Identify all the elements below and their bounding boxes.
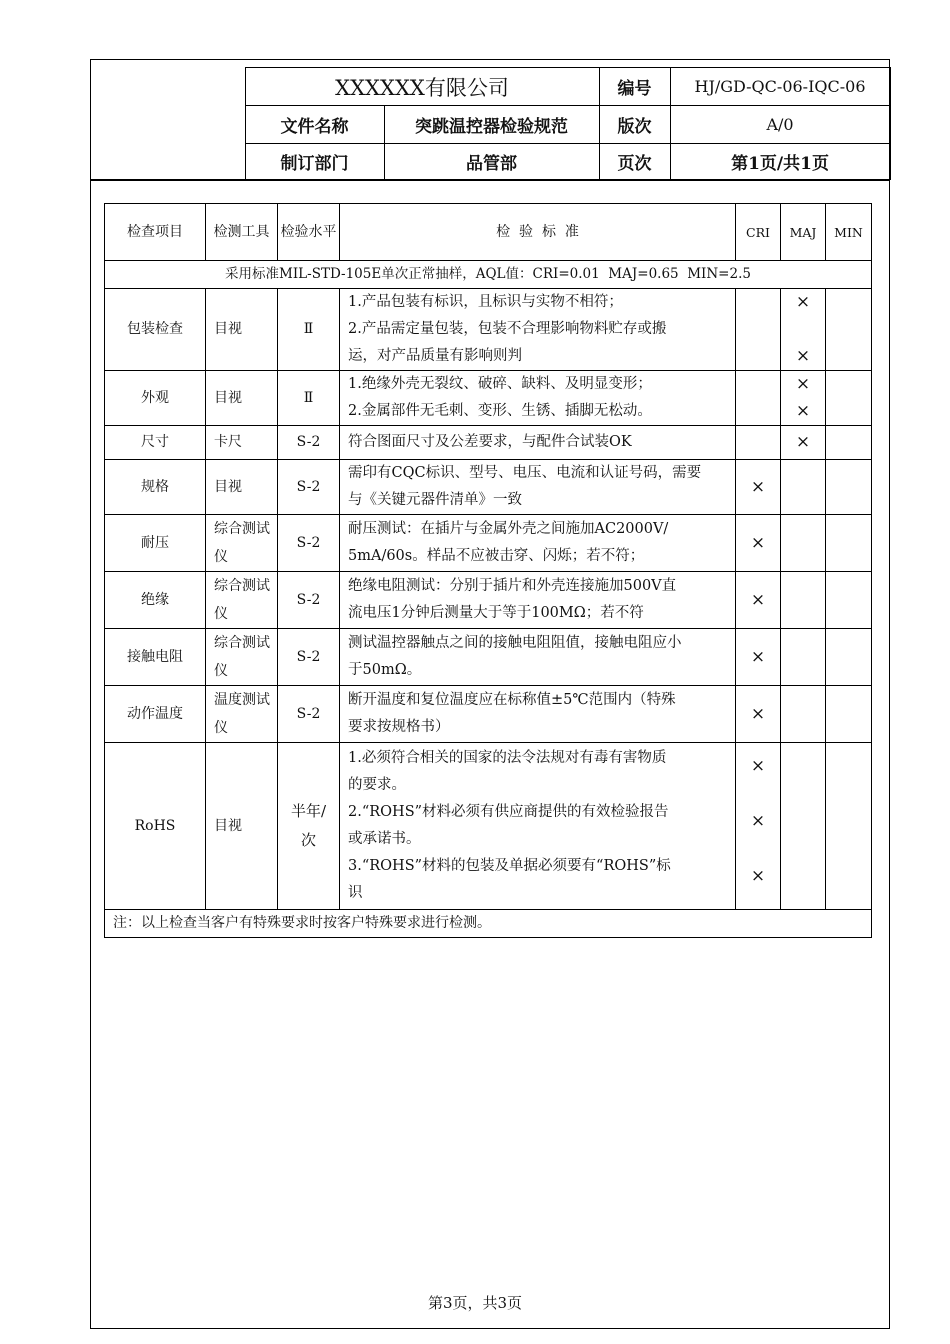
- page-value: 第1页/共1页: [670, 144, 890, 180]
- row-standard: [340, 686, 736, 743]
- row-tool: 目视: [206, 371, 278, 426]
- row-standard: [340, 515, 736, 572]
- defect-mark: ×: [750, 866, 766, 886]
- standard-line: 3.“ROHS”材料的包装及单据必须要有“ROHS”标: [348, 858, 671, 874]
- table-row: [105, 460, 872, 515]
- defect-mark: ×: [795, 292, 811, 312]
- row-level: S-2: [278, 686, 340, 743]
- table-note: 注：以上检查当客户有特殊要求时按客户特殊要求进行检测。: [105, 910, 872, 938]
- defect-mark: ×: [750, 703, 766, 724]
- code-label: 编号: [599, 68, 670, 106]
- row-item: 规格: [105, 460, 206, 515]
- row-maj: [781, 629, 826, 686]
- row-cri: [736, 572, 781, 629]
- row-tool: 综合测试仪: [206, 629, 278, 686]
- standard-line: 识: [348, 885, 363, 901]
- row-min: [826, 515, 872, 572]
- table-header-row: [105, 204, 872, 261]
- standard-line: 的要求。: [348, 777, 406, 793]
- standard-line: 耐压测试：在插片与金属外壳之间施加AC2000V/: [348, 521, 669, 537]
- row-tool: 卡尺: [206, 426, 278, 460]
- standard-line: 运，对产品质量有影响则判: [348, 348, 522, 364]
- row-maj: [781, 743, 826, 910]
- version-value: A/0: [670, 106, 890, 144]
- row-cri: [736, 686, 781, 743]
- standard-line: 断开温度和复位温度应在标称值±5℃范围内（特殊: [348, 692, 676, 708]
- table-row: [105, 572, 872, 629]
- standard-line: 1.必须符合相关的国家的法令法规对有毒有害物质: [348, 750, 667, 766]
- row-item: 包装检查: [105, 289, 206, 371]
- col-header-standard: 检 验 标 准: [340, 204, 736, 261]
- row-item: 接触电阻: [105, 629, 206, 686]
- row-maj: [781, 572, 826, 629]
- row-tool: 温度测试仪: [206, 686, 278, 743]
- header-blank-cell: [90, 68, 245, 180]
- row-cri: [736, 371, 781, 426]
- defect-mark: ×: [795, 432, 811, 452]
- row-level: S-2: [278, 629, 340, 686]
- row-level: S-2: [278, 460, 340, 515]
- dept-value: 品管部: [384, 144, 599, 180]
- row-item: 外观: [105, 371, 206, 426]
- standard-line: 2.金属部件无毛刺、变形、生锈、插脚无松动。: [348, 403, 652, 419]
- row-standard: [340, 289, 736, 371]
- standard-line: 测试温控器触点之间的接触电阻阻值，接触电阻应小: [348, 635, 682, 651]
- row-standard: [340, 371, 736, 426]
- standard-line: 符合图面尺寸及公差要求，与配件合试装OK: [348, 434, 632, 450]
- aql-note: 采用标准MIL-STD-105E单次正常抽样，AQL值：CRI=0.01 MAJ=0.65 MIN=2.5: [105, 261, 872, 289]
- version-label: 版次: [599, 106, 670, 144]
- row-level: Ⅱ: [278, 371, 340, 426]
- col-header-maj: MAJ: [781, 204, 826, 261]
- row-maj: [781, 289, 826, 371]
- row-min: [826, 686, 872, 743]
- inspection-table: [104, 203, 872, 938]
- standard-line: 或承诺书。: [348, 831, 421, 847]
- dept-label: 制订部门: [245, 144, 384, 180]
- file-name-value: 突跳温控器检验规范: [384, 106, 599, 144]
- col-header-item: 检查项目: [105, 204, 206, 261]
- table-row: [105, 629, 872, 686]
- row-tool: 综合测试仪: [206, 572, 278, 629]
- standard-line: 于50mΩ。: [348, 662, 422, 678]
- row-item: 耐压: [105, 515, 206, 572]
- row-level: S-2: [278, 572, 340, 629]
- code-value: HJ/GD-QC-06-IQC-06: [670, 68, 890, 106]
- row-maj: [781, 460, 826, 515]
- row-standard: [340, 426, 736, 460]
- standard-line: 需印有CQC标识、型号、电压、电流和认证号码，需要: [348, 465, 702, 481]
- standard-line: 要求按规格书）: [348, 719, 450, 735]
- page-footer: 第3页，共3页: [427, 1294, 523, 1312]
- defect-mark: ×: [750, 532, 766, 553]
- standard-line: 与《关键元器件清单》一致: [348, 492, 522, 508]
- row-min: [826, 460, 872, 515]
- row-cri: [736, 743, 781, 910]
- row-level: S-2: [278, 515, 340, 572]
- row-tool: 目视: [206, 289, 278, 371]
- row-item: 绝缘: [105, 572, 206, 629]
- page-label: 页次: [599, 144, 670, 180]
- row-min: [826, 426, 872, 460]
- note-row: [105, 910, 872, 938]
- defect-mark: ×: [750, 811, 766, 831]
- defect-mark: ×: [750, 756, 766, 776]
- row-cri: [736, 515, 781, 572]
- col-header-tool: 检测工具: [206, 204, 278, 261]
- table-row: [105, 426, 872, 460]
- company-name: XXXXXX有限公司: [245, 68, 599, 106]
- standard-line: 1.产品包装有标识，且标识与实物不相符；: [348, 294, 623, 310]
- row-standard: [340, 743, 736, 910]
- row-maj: [781, 515, 826, 572]
- row-min: [826, 289, 872, 371]
- col-header-min: MIN: [826, 204, 872, 261]
- row-maj: [781, 371, 826, 426]
- defect-mark: ×: [795, 374, 811, 394]
- document-header: [90, 67, 891, 180]
- row-tool: 目视: [206, 743, 278, 910]
- row-level: 半年/次: [278, 743, 340, 910]
- table-row: [105, 743, 872, 910]
- row-standard: [340, 460, 736, 515]
- standard-line: 5mA/60s。样品不应被击穿、闪烁；若不符；: [348, 548, 645, 564]
- standard-line: 流电压1分钟后测量大于等于100MΩ；若不符: [348, 605, 644, 621]
- row-standard: [340, 572, 736, 629]
- row-item: 动作温度: [105, 686, 206, 743]
- row-maj: [781, 426, 826, 460]
- table-row: [105, 515, 872, 572]
- table-row: [105, 289, 872, 371]
- row-tool: 目视: [206, 460, 278, 515]
- row-maj: [781, 686, 826, 743]
- standard-line: 绝缘电阻测试：分别于插片和外壳连接施加500V直: [348, 578, 677, 594]
- row-level: S-2: [278, 426, 340, 460]
- row-min: [826, 371, 872, 426]
- col-header-level: 检验水平: [278, 204, 340, 261]
- standard-line: 1.绝缘外壳无裂纹、破碎、缺料、及明显变形；: [348, 376, 652, 392]
- row-cri: [736, 460, 781, 515]
- header-divider: [90, 180, 890, 181]
- row-min: [826, 629, 872, 686]
- col-header-cri: CRI: [736, 204, 781, 261]
- defect-mark: ×: [750, 589, 766, 610]
- table-row: [105, 371, 872, 426]
- table-row: [105, 686, 872, 743]
- row-item: 尺寸: [105, 426, 206, 460]
- row-cri: [736, 289, 781, 371]
- defect-mark: ×: [750, 476, 766, 497]
- standard-line: 2.“ROHS”材料必须有供应商提供的有效检验报告: [348, 804, 669, 820]
- row-cri: [736, 629, 781, 686]
- row-cri: [736, 426, 781, 460]
- aql-row: [105, 261, 872, 289]
- row-standard: [340, 629, 736, 686]
- file-name-label: 文件名称: [245, 106, 384, 144]
- row-level: Ⅱ: [278, 289, 340, 371]
- standard-line: 2.产品需定量包装，包装不合理影响物料贮存或搬: [348, 321, 667, 337]
- defect-mark: ×: [795, 346, 811, 366]
- row-item: RoHS: [105, 743, 206, 910]
- row-tool: 综合测试仪: [206, 515, 278, 572]
- defect-mark: ×: [750, 646, 766, 667]
- defect-mark: ×: [795, 401, 811, 421]
- row-min: [826, 743, 872, 910]
- row-min: [826, 572, 872, 629]
